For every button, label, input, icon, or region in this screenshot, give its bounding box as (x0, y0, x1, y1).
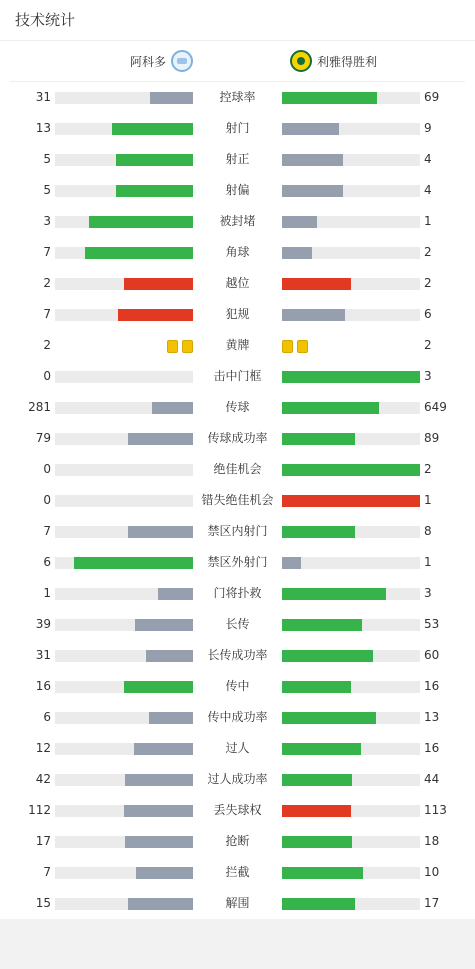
home-value: 7 (43, 245, 51, 259)
home-bar (116, 154, 193, 166)
home-bar-track (55, 898, 193, 910)
stat-row (0, 764, 475, 795)
away-bar (282, 805, 351, 817)
away-bar-track (282, 278, 420, 290)
away-value: 2 (424, 245, 432, 259)
home-value: 17 (35, 834, 51, 848)
home-value: 7 (43, 524, 51, 538)
yellow-card-icon (282, 340, 293, 353)
home-value: 16 (35, 679, 51, 693)
away-bar (282, 495, 420, 507)
home-bar-track (55, 588, 193, 600)
stat-row (0, 547, 475, 578)
away-value: 3 (424, 586, 432, 600)
home-bar (118, 309, 193, 321)
away-bar (282, 650, 373, 662)
stat-label: 角球 (225, 245, 250, 259)
stat-row (0, 609, 475, 640)
home-bar-track (55, 557, 193, 569)
away-value: 9 (424, 121, 432, 135)
home-bar-track (55, 836, 193, 848)
away-bar (282, 154, 343, 166)
home-bar-track (55, 309, 193, 321)
away-bar (282, 185, 343, 197)
away-team-crest-icon (290, 50, 312, 72)
away-value: 2 (424, 338, 432, 352)
away-bar-track (282, 681, 420, 693)
away-bar (282, 278, 351, 290)
home-value: 6 (43, 555, 51, 569)
away-bar-track (282, 92, 420, 104)
home-bar (135, 619, 193, 631)
home-bar-track (55, 92, 193, 104)
home-bar (85, 247, 193, 259)
stat-label: 黄牌 (225, 338, 250, 352)
away-bar (282, 867, 363, 879)
away-bar-track (282, 898, 420, 910)
stat-label: 射偏 (225, 183, 250, 197)
away-bar-track (282, 743, 420, 755)
home-value: 5 (43, 183, 51, 197)
away-bar (282, 712, 376, 724)
yellow-card-icon (297, 340, 308, 353)
away-bar (282, 371, 420, 383)
away-value: 4 (424, 152, 432, 166)
stat-label: 犯规 (225, 307, 250, 321)
home-bar-track (55, 154, 193, 166)
home-bar (125, 774, 193, 786)
away-bar (282, 464, 420, 476)
home-bar-track (55, 216, 193, 228)
home-value: 0 (43, 493, 51, 507)
home-value: 5 (43, 152, 51, 166)
stat-row (0, 733, 475, 764)
stat-label: 长传 (225, 617, 250, 631)
home-bar (124, 278, 193, 290)
home-bar (112, 123, 193, 135)
away-value: 44 (424, 772, 440, 786)
stat-label: 过人成功率 (207, 772, 268, 786)
stat-label: 越位 (225, 276, 250, 290)
home-team-name: 阿科多 (129, 54, 166, 69)
away-bar-track (282, 619, 420, 631)
home-bar-track (55, 805, 193, 817)
away-bar-track (282, 309, 420, 321)
stat-row (0, 578, 475, 609)
stat-row (0, 640, 475, 671)
stat-label: 击中门框 (213, 369, 262, 383)
away-value: 17 (424, 896, 440, 910)
stat-row (0, 795, 475, 826)
away-bar (282, 123, 339, 135)
stat-label: 绝佳机会 (213, 462, 262, 476)
away-value: 18 (424, 834, 440, 848)
away-bar (282, 743, 361, 755)
away-bar (282, 836, 352, 848)
stat-row (0, 888, 475, 919)
stat-row (0, 454, 475, 485)
stat-row (0, 671, 475, 702)
home-value: 112 (28, 803, 51, 817)
yellow-card-icon (167, 340, 178, 353)
home-bar (146, 650, 193, 662)
home-bar (128, 433, 193, 445)
home-value: 6 (43, 710, 51, 724)
away-value: 1 (424, 214, 432, 228)
away-team (290, 41, 377, 81)
home-bar-track (55, 743, 193, 755)
away-value: 1 (424, 493, 432, 507)
away-bar-track (282, 557, 420, 569)
home-bar (134, 743, 193, 755)
home-value: 42 (35, 772, 51, 786)
home-bar (125, 836, 193, 848)
stat-label: 射门 (225, 121, 250, 135)
home-bar (116, 185, 193, 197)
away-bar-track (282, 433, 420, 445)
away-bar-track (282, 464, 420, 476)
away-bar-track (282, 867, 420, 879)
home-value: 13 (35, 121, 51, 135)
home-bar (124, 805, 193, 817)
away-bar (282, 526, 355, 538)
away-value: 16 (424, 741, 440, 755)
away-bar (282, 557, 301, 569)
stat-row (0, 516, 475, 547)
home-bar (152, 402, 193, 414)
away-bar-track (282, 123, 420, 135)
home-bar (74, 557, 193, 569)
away-bar (282, 898, 355, 910)
stat-label: 过人 (225, 741, 250, 755)
away-bar (282, 247, 312, 259)
away-bar-track (282, 588, 420, 600)
home-value: 79 (35, 431, 51, 445)
stat-label: 错失绝佳机会 (201, 493, 274, 507)
stat-label: 被封堵 (219, 214, 256, 228)
away-team-name: 利雅得胜利 (317, 54, 378, 69)
home-bar-track (55, 371, 193, 383)
home-bar-track (55, 247, 193, 259)
stat-row (0, 826, 475, 857)
home-bar (89, 216, 193, 228)
stat-row (0, 206, 475, 237)
away-bar-track (282, 836, 420, 848)
stat-row (0, 237, 475, 268)
home-bar-track (55, 464, 193, 476)
stat-label: 传中 (225, 679, 250, 693)
away-bar (282, 619, 362, 631)
stat-row (0, 82, 475, 113)
away-bar (282, 774, 352, 786)
stats-list (0, 82, 475, 919)
home-value: 12 (35, 741, 51, 755)
away-bar (282, 433, 355, 445)
home-bar (124, 681, 193, 693)
stat-label: 拦截 (225, 865, 250, 879)
stat-label: 门将扑救 (213, 586, 262, 600)
stat-label: 传中成功率 (207, 710, 268, 724)
home-value: 0 (43, 462, 51, 476)
stat-label: 传球 (225, 400, 250, 414)
home-team-crest-icon (171, 50, 193, 72)
stat-row (0, 485, 475, 516)
away-bar-track (282, 371, 420, 383)
away-bar-track (282, 650, 420, 662)
home-team (130, 41, 193, 81)
away-value: 8 (424, 524, 432, 538)
stat-row (0, 113, 475, 144)
away-bar-track (282, 154, 420, 166)
home-bar-track (55, 774, 193, 786)
home-bar-track (55, 526, 193, 538)
stat-row (0, 361, 475, 392)
home-bar (158, 588, 193, 600)
stat-label: 禁区外射门 (207, 555, 268, 569)
home-bar (149, 712, 193, 724)
home-bar-track (55, 402, 193, 414)
home-bar-track (55, 867, 193, 879)
stat-label: 长传成功率 (207, 648, 268, 662)
home-bar-track (55, 278, 193, 290)
page-title: 技术统计 (0, 0, 475, 41)
away-value: 2 (424, 462, 432, 476)
away-bar-track (282, 495, 420, 507)
home-yellow-cards (167, 340, 193, 353)
home-bar-track (55, 650, 193, 662)
yellow-card-icon (182, 340, 193, 353)
away-value: 1 (424, 555, 432, 569)
home-bar-track (55, 185, 193, 197)
away-value: 4 (424, 183, 432, 197)
away-value: 13 (424, 710, 440, 724)
stat-label: 解围 (225, 896, 250, 910)
away-value: 89 (424, 431, 440, 445)
away-yellow-cards (282, 340, 308, 353)
stat-row (0, 857, 475, 888)
away-value: 2 (424, 276, 432, 290)
away-bar-track (282, 712, 420, 724)
away-bar-track (282, 805, 420, 817)
home-value: 7 (43, 865, 51, 879)
stat-label: 禁区内射门 (207, 524, 268, 538)
away-value: 649 (424, 400, 447, 414)
home-value: 39 (35, 617, 51, 631)
home-value: 2 (43, 276, 51, 290)
home-value: 31 (35, 648, 51, 662)
home-bar-track (55, 123, 193, 135)
home-bar-track (55, 495, 193, 507)
home-value: 31 (35, 90, 51, 104)
away-bar (282, 681, 351, 693)
home-bar-track (55, 681, 193, 693)
home-value: 15 (35, 896, 51, 910)
away-bar (282, 216, 317, 228)
home-bar (136, 867, 193, 879)
teams-header (10, 41, 465, 82)
away-bar-track (282, 774, 420, 786)
away-value: 10 (424, 865, 440, 879)
away-bar-track (282, 185, 420, 197)
stat-label: 传球成功率 (207, 431, 268, 445)
away-bar-track (282, 247, 420, 259)
home-bar-track (55, 619, 193, 631)
home-bar-track (55, 712, 193, 724)
away-bar (282, 92, 377, 104)
home-value: 7 (43, 307, 51, 321)
away-value: 3 (424, 369, 432, 383)
away-value: 6 (424, 307, 432, 321)
away-bar-track (282, 216, 420, 228)
stat-row (0, 144, 475, 175)
away-value: 16 (424, 679, 440, 693)
away-bar-track (282, 402, 420, 414)
away-value: 113 (424, 803, 447, 817)
home-bar (128, 526, 193, 538)
away-value: 69 (424, 90, 440, 104)
away-value: 53 (424, 617, 440, 631)
stat-row (0, 392, 475, 423)
stat-row (0, 299, 475, 330)
home-value: 0 (43, 369, 51, 383)
stat-row (0, 268, 475, 299)
away-bar (282, 402, 379, 414)
stat-row (0, 702, 475, 733)
home-value: 1 (43, 586, 51, 600)
home-bar (128, 898, 193, 910)
away-value: 60 (424, 648, 440, 662)
stat-row (0, 175, 475, 206)
stat-row (0, 330, 475, 361)
away-bar (282, 588, 386, 600)
stat-row (0, 423, 475, 454)
home-bar (150, 92, 193, 104)
home-bar-track (55, 433, 193, 445)
home-value: 281 (28, 400, 51, 414)
home-value: 2 (43, 338, 51, 352)
away-bar (282, 309, 345, 321)
stat-label: 射正 (225, 152, 250, 166)
home-value: 3 (43, 214, 51, 228)
away-bar-track (282, 526, 420, 538)
stat-label: 抢断 (225, 834, 250, 848)
stat-label: 控球率 (219, 90, 256, 104)
stat-label: 丢失球权 (213, 803, 262, 817)
